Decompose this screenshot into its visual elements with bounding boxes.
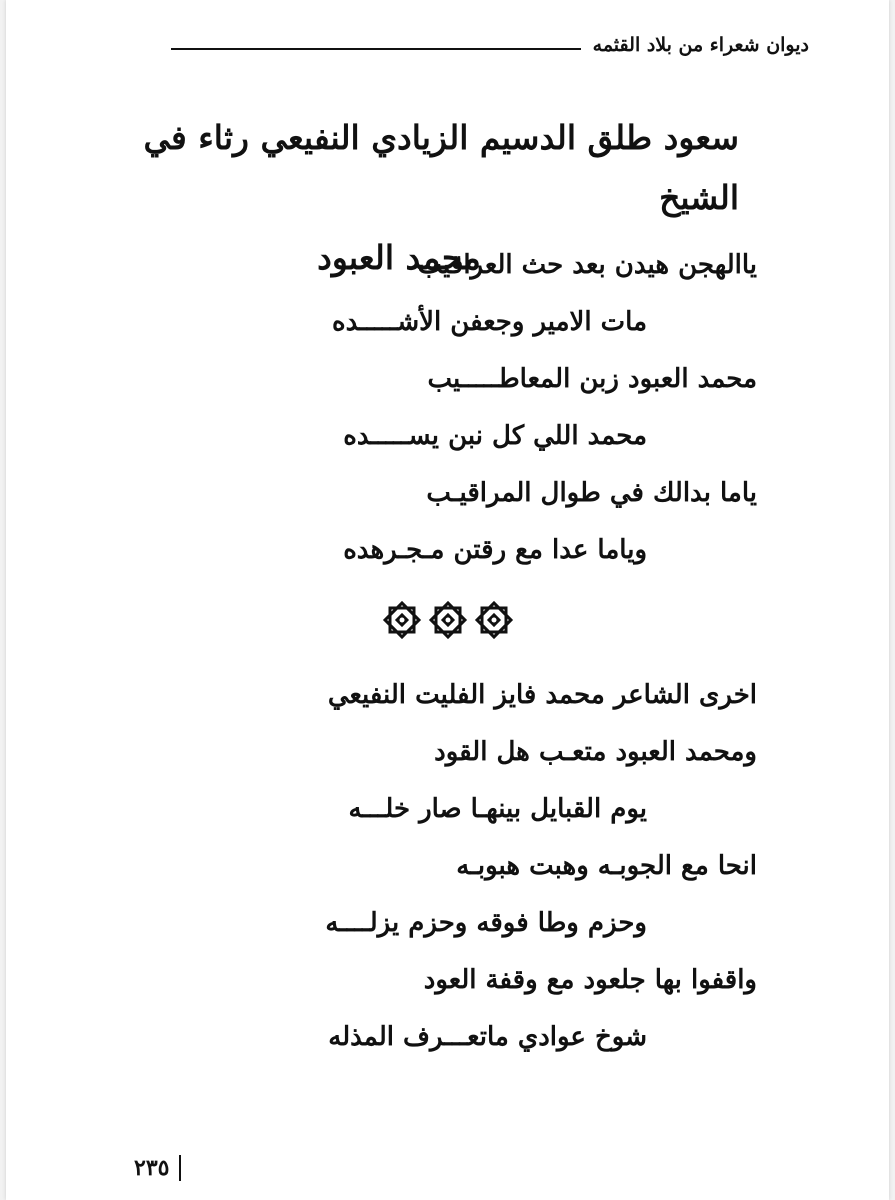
ornament-icon [428, 600, 468, 640]
section-divider [6, 600, 889, 640]
running-header [171, 34, 809, 56]
verse-line: انحا مع الجوبـه وهبت هبوبـه [456, 851, 757, 881]
page-number-rule [179, 1155, 181, 1181]
verse-line: وياما عدا مع رقتن مـجـرهده [343, 535, 647, 565]
verse-line: شوخ عوادي ماتعـــرف المذله [328, 1022, 647, 1052]
verse-line: واقفوا بها جلعود مع وقفة العود [423, 965, 757, 995]
poem-title-line-2: محمد العبود [317, 238, 481, 277]
verse-line: يوم القبايل بينهـا صار خلـــه [348, 794, 647, 824]
page-footer [134, 1155, 181, 1181]
verse-line: مات الامير وجعفن الأشـــــده [332, 307, 647, 337]
verse-line: محمد العبود زبن المعاطـــــيب [427, 364, 757, 394]
running-title: ديوان شعراء من بلاد القثمه [592, 34, 809, 56]
verse-line: ياالهجن هيدن بعد حث العراقيب [417, 250, 757, 280]
verse-line: ومحمد العبود متعـب هل القود [434, 737, 757, 767]
verse-line: ياما بدالك في طوال المراقيـب [426, 478, 757, 508]
ornament-icon [474, 600, 514, 640]
page-number: ٢٣٥ [134, 1155, 170, 1181]
verse-line: محمد اللي كل نبن يســـــده [343, 421, 647, 451]
poem-intro: اخرى الشاعر محمد فايز الفليت النفيعي [327, 680, 757, 710]
document-page [6, 0, 889, 1200]
poem-title-line-1: سعود طلق الدسيم الزيادي النفيعي رثاء في الشيخ [143, 118, 739, 217]
header-rule [171, 48, 581, 50]
ornament-icon [382, 600, 422, 640]
verse-line: وحزم وطا فوقه وحزم يزلــــه [325, 908, 647, 938]
